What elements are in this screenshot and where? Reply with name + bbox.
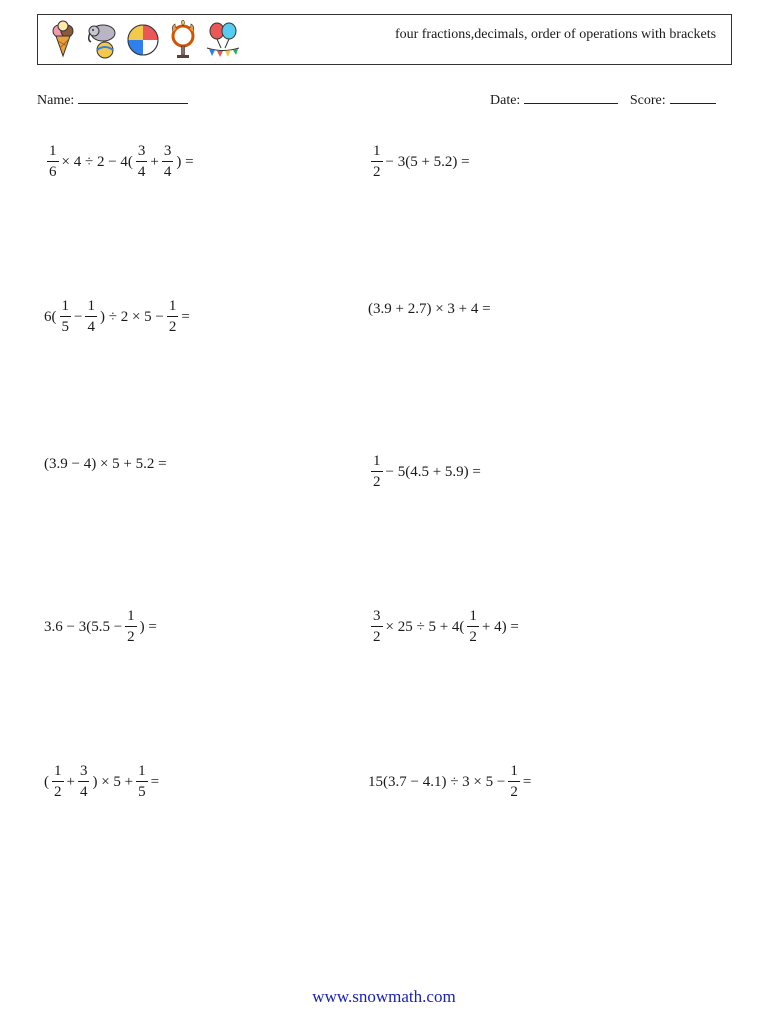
denominator: 2 (168, 319, 177, 335)
fraction (52, 764, 64, 800)
numerator: 1 (371, 144, 383, 162)
header-icons (46, 19, 240, 61)
denominator: 6 (49, 164, 57, 180)
denominator: 2 (373, 629, 381, 645)
score-blank (670, 90, 716, 104)
fraction (162, 144, 174, 180)
date-label: Date: (490, 93, 521, 108)
denominator: 5 (138, 784, 146, 800)
fraction (60, 299, 72, 335)
denominator: 5 (61, 319, 69, 335)
fraction (371, 609, 383, 645)
problem-5 (44, 456, 167, 473)
numerator: 1 (125, 609, 137, 627)
expression-text: + (66, 773, 75, 790)
expression-text: − (74, 308, 83, 325)
problem-2 (368, 144, 470, 180)
expression-text: × 4 ÷ 2 − 4( (61, 153, 133, 170)
expression-text: (3.9 + 2.7) × 3 + 4 = (368, 301, 491, 317)
numerator: 1 (52, 764, 64, 782)
worksheet-header (37, 14, 732, 65)
numerator: 1 (85, 299, 97, 317)
expression-text: = (150, 773, 160, 790)
fraction (47, 144, 59, 180)
denominator: 2 (54, 784, 62, 800)
denominator: 2 (373, 474, 381, 490)
expression-text: ) = (176, 153, 194, 170)
denominator: 2 (127, 629, 135, 645)
expression-text: 15(3.7 − 4.1) ÷ 3 × 5 − (368, 773, 506, 790)
numerator: 3 (371, 609, 383, 627)
name-label: Name: (37, 93, 75, 108)
denominator: 2 (373, 164, 381, 180)
problem-10 (368, 764, 531, 800)
problem-7 (44, 609, 157, 645)
denominator: 2 (510, 784, 518, 800)
numerator: 1 (508, 764, 520, 782)
numerator: 1 (167, 299, 179, 317)
score-label: Score: (629, 93, 666, 108)
fraction (136, 144, 148, 180)
ice-cream-icon (46, 20, 80, 60)
numerator: 1 (47, 144, 59, 162)
numerator: 1 (136, 764, 148, 782)
numerator: 1 (371, 454, 383, 472)
expression-text: ) ÷ 2 × 5 − (99, 308, 164, 325)
problem-4 (368, 301, 491, 318)
fraction (125, 609, 137, 645)
denominator: 4 (87, 319, 95, 335)
date-score-fields (490, 90, 716, 109)
date-blank (524, 90, 618, 104)
fraction (467, 609, 479, 645)
elephant-on-ball-icon (86, 20, 120, 60)
problem-6 (368, 454, 481, 490)
numerator: 1 (60, 299, 72, 317)
fraction (78, 764, 90, 800)
denominator: 4 (79, 784, 88, 800)
footer-link[interactable]: www.snowmath.com (312, 987, 456, 1006)
expression-text: (3.9 − 4) × 5 + 5.2 = (44, 456, 167, 472)
expression-text: ) × 5 + (92, 773, 134, 790)
fraction (371, 144, 383, 180)
fire-hoop-icon (166, 20, 200, 60)
beach-ball-icon (126, 20, 160, 60)
expression-text: ) = (139, 618, 157, 635)
expression-text: + (150, 153, 159, 170)
expression-text: + 4) = (481, 618, 519, 635)
numerator: 3 (78, 764, 90, 782)
name-blank (78, 90, 188, 104)
problem-9 (44, 764, 159, 800)
numerator: 3 (136, 144, 148, 162)
expression-text: = (181, 308, 190, 325)
expression-text: 6( (44, 308, 57, 325)
expression-text: × 25 ÷ 5 + 4( (385, 618, 465, 635)
problem-1 (44, 144, 194, 180)
fraction (508, 764, 520, 800)
expression-text: 3.6 − 3(5.5 − (44, 618, 123, 635)
fraction (371, 454, 383, 490)
fraction (85, 299, 97, 335)
expression-text: ( (44, 773, 49, 790)
balloons-bunting-icon (206, 20, 240, 60)
denominator: 4 (137, 164, 146, 180)
worksheet-title: four fractions,decimals, order of operations with brackets (394, 27, 717, 42)
numerator: 1 (467, 609, 479, 627)
fraction (136, 764, 148, 800)
problem-8 (368, 609, 519, 645)
fraction (167, 299, 179, 335)
numerator: 3 (162, 144, 174, 162)
problem-3 (44, 299, 190, 335)
expression-text: − 5(4.5 + 5.9) = (385, 463, 481, 480)
denominator: 2 (469, 629, 477, 645)
denominator: 4 (163, 164, 172, 180)
expression-text: = (522, 773, 532, 790)
name-field (37, 90, 188, 109)
expression-text: − 3(5 + 5.2) = (385, 153, 470, 170)
